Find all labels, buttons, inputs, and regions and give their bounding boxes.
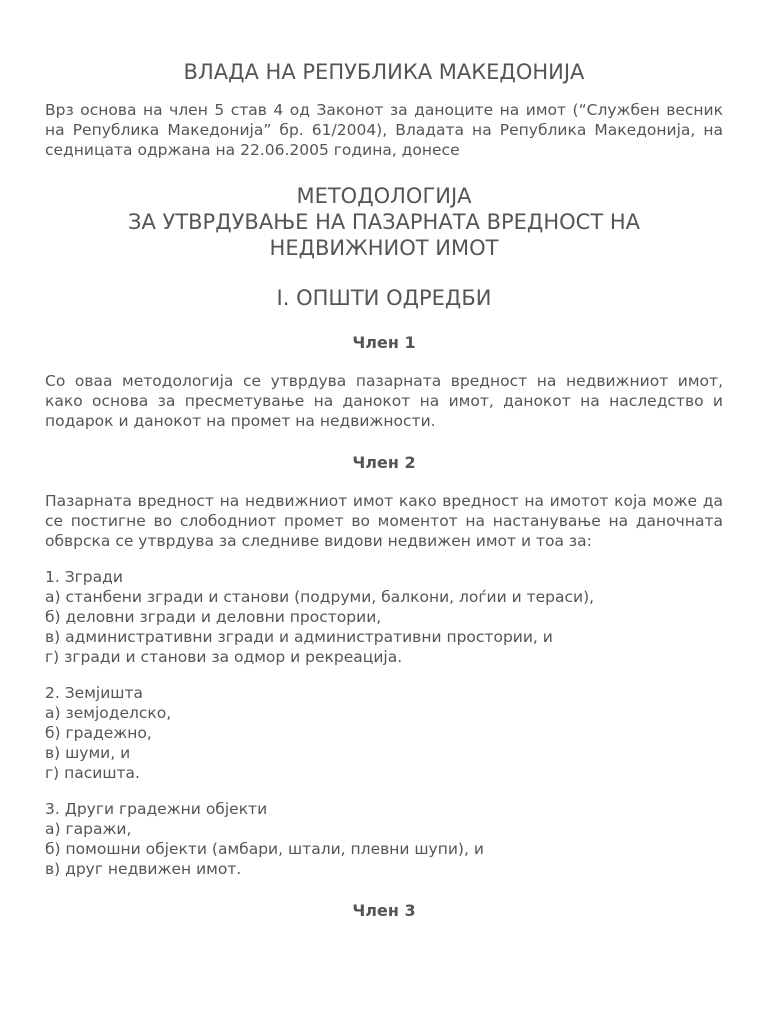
list-group-land xyxy=(45,683,723,783)
list-item: г) згради и станови за одмор и рекреација. xyxy=(45,648,403,666)
list-item: а) гаражи, xyxy=(45,820,132,838)
article-2-text: Пазарната вредност на недвижниот имот како вредност на имотот која може да се постигне во слободниот промет во моментот на настанување на даночната обврска се утврдува за следниве видови недвижен имот и тоа за: xyxy=(45,492,723,550)
section-heading-general-provisions: I. ОПШТИ ОДРЕДБИ xyxy=(276,286,492,310)
list-item: б) помошни објекти (амбари, штали, плевни шупи), и xyxy=(45,840,484,858)
list-item: в) друг недвижен имот. xyxy=(45,860,242,878)
list-item: б) градежно, xyxy=(45,724,152,742)
list-item: в) шуми, и xyxy=(45,744,131,762)
list-group-title: 2. Земјишта xyxy=(45,684,143,702)
list-item: в) административни згради и административни простории, и xyxy=(45,628,553,646)
document-title-line-3: НЕДВИЖНИОТ ИМОТ xyxy=(269,236,499,260)
list-group-other-structures xyxy=(45,799,723,879)
preamble-paragraph: Врз основа на член 5 став 4 од Законот за даноците на имот (“Службен весник на Република Македонија” бр. 61/2004), Владата на Република Македонија, на седницата одржана на 22.06.2005 година, донесе xyxy=(45,101,723,159)
list-item: б) деловни згради и деловни простории, xyxy=(45,608,382,626)
list-item: а) станбени згради и станови (подруми, балкони, лоѓии и тераси), xyxy=(45,588,595,606)
article-1-heading: Член 1 xyxy=(352,333,416,352)
government-title: ВЛАДА НА РЕПУБЛИКА МАКЕДОНИЈА xyxy=(183,60,585,84)
article-2-heading: Член 2 xyxy=(352,453,416,472)
document-title-line-1: МЕТОДОЛОГИЈА xyxy=(296,184,472,208)
list-group-title: 1. Згради xyxy=(45,568,123,586)
list-group-buildings xyxy=(45,567,723,667)
document-title xyxy=(45,183,723,261)
article-3-heading: Член 3 xyxy=(352,901,416,920)
list-group-title: 3. Други градежни објекти xyxy=(45,800,268,818)
document-title-line-2: ЗА УТВРДУВАЊЕ НА ПАЗАРНАТА ВРЕДНОСТ НА xyxy=(128,210,640,234)
list-item: а) земјоделско, xyxy=(45,704,172,722)
article-1-text: Со оваа методологија се утврдува пазарната вредност на недвижниот имот, како основа за пресметување на данокот на имот, данокот на наследство и подарок и данокот на промет на недвижности. xyxy=(45,372,723,430)
list-item: г) пасишта. xyxy=(45,764,140,782)
